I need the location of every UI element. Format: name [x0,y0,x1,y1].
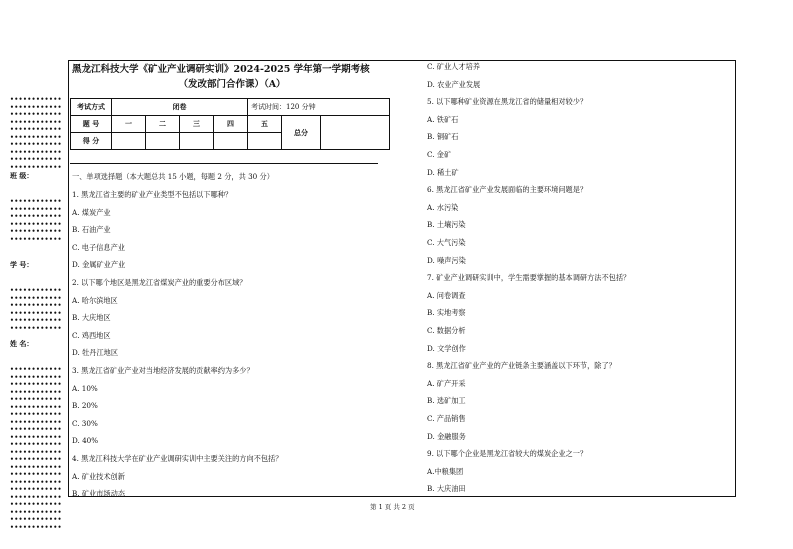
answer-option: D. 金属矿业产业 [72,260,126,270]
binding-dots: •••••••••••• [10,486,63,493]
binding-dots: •••••••••••• [10,433,63,441]
binding-dots: •••••••••••• [10,366,63,373]
binding-dots: •••••••••••• [10,456,63,463]
answer-option: C. 电子信息产业 [72,242,125,252]
answer-option: A. 矿业技术创新 [72,471,125,481]
answer-option: A.中粮集团 [427,466,464,476]
binding-dots: •••••••••••• [10,213,63,220]
question-text: 8. 黑龙江省矿业产业的产业链条主要涵盖以下环节，除了？ [427,361,616,371]
question-text: 5. 以下哪种矿业资源在黑龙江省的储量相对较少？ [427,97,588,107]
binding-dots: •••••••••••• [10,381,63,388]
binding-dots: •••••••••••• [10,163,63,171]
answer-option: D. 40% [72,436,99,446]
col-2: 二 [146,116,180,133]
answer-option: B. 土壤污染 [427,220,466,230]
title-line-1: 黑龙江科技大学《矿业产业调研实训》2024-2025 学年第一学期考核 [72,64,370,75]
binding-dots: •••••••••••• [10,133,63,141]
question-text: 4. 黑龙江科技大学在矿业产业调研实训中主要关注的方向不包括？ [72,454,283,463]
answer-option: B. 石油产业 [72,225,111,235]
answer-option: A. 矿产开采 [427,378,466,388]
score-cell-2 [146,133,180,150]
question-text: 1. 黑龙江省主要的矿业产业类型不包括以下哪种？ [72,190,233,199]
binding-dots: •••••••••••• [10,317,63,324]
page-footer: 第 1 页 共 2 页 [370,503,415,511]
col-3: 三 [180,116,214,133]
binding-dots: •••••••••••• [10,118,63,126]
answer-option: B. 20% [72,401,98,411]
binding-dots: •••••••••••• [10,111,63,118]
binding-dots: •••••••••••• [10,373,63,381]
score-cell-5 [248,133,282,150]
score-table [70,98,390,150]
exam-title [72,62,392,92]
answer-option: A. 铁矿石 [427,114,459,124]
answer-option: C. 金矿 [427,150,452,159]
class-field-label: 班 级： [10,171,34,180]
binding-dots: •••••••••••• [10,471,63,478]
answer-option: B. 选矿加工 [427,396,466,406]
answer-option: D. 文学创作 [427,343,466,353]
question-text: 6. 黑龙江省矿业产业发展面临的主要环境问题是？ [427,185,588,195]
answer-option: A. 问卷调查 [427,290,466,300]
answer-option: D. 农业产业发展 [427,79,481,89]
score-cell-4 [214,133,248,150]
answer-option: D. 稀土矿 [427,167,459,177]
binding-dots: •••••••••••• [10,126,63,133]
score-label: 得 分 [71,133,112,150]
binding-dots: •••••••••••• [10,463,63,471]
name-field-label: 姓 名： [10,339,34,348]
answer-option: B. 铜矿石 [427,132,459,142]
binding-dots: •••••••••••• [10,324,63,332]
answer-option: D. 牡丹江地区 [72,348,119,358]
answer-option: D. 噪声污染 [427,255,466,265]
binding-dots: •••••••••••• [10,148,63,156]
answer-option: B. 大庆油田 [427,484,466,494]
score-cell-1 [112,133,146,150]
question-text: 2. 以下哪个地区是黑龙江省煤炭产业的重要分布区域？ [72,278,247,287]
binding-dots: •••••••••••• [10,441,63,448]
answer-option: B. 大庆地区 [72,313,111,323]
binding-dots: •••••••••••• [10,396,63,403]
binding-dots: •••••••••••• [10,287,63,294]
binding-dots: •••••••••••• [10,501,63,508]
answer-option: C. 数据分析 [427,326,466,335]
binding-dots: •••••••••••• [10,141,63,148]
binding-dots: •••••••••••• [10,403,63,411]
question-text: 9. 以下哪个企业是黑龙江省较大的煤炭企业之一？ [427,449,588,459]
answer-option: D. 金融服务 [427,431,466,441]
binding-dots: •••••••••••• [10,294,63,302]
answer-option: C. 产品销售 [427,414,466,423]
question-text: 7. 矿业产业调研实训中，学生需要掌握的基本调研方法不包括？ [427,273,631,283]
binding-dots: •••••••••••• [10,418,63,426]
binding-dots: •••••••••••• [10,228,63,235]
total-label: 总分 [282,116,321,150]
answer-option: B. 实地考察 [427,308,466,318]
answer-option: C. 矿业人才培养 [427,62,480,71]
score-cell-3 [180,133,214,150]
col-4: 四 [214,116,248,133]
binding-dots: •••••••••••• [10,516,63,523]
answer-option: C. 鸡西地区 [72,330,111,340]
divider [70,163,378,164]
binding-dots: •••••••••••• [10,523,63,531]
title-line-2: （发改部门合作课）（A） [178,79,286,90]
binding-dots: •••••••••••• [10,205,63,213]
question-no-label: 题 号 [71,116,112,133]
answer-option: A. 哈尔滨地区 [72,295,118,305]
answer-option: B. 矿业市场动态 [72,489,125,499]
question-text: 3. 黑龙江省矿业产业对当地经济发展的贡献率约为多少？ [72,366,254,375]
section-heading: 一、单项选择题（本大题总共 15 小题，每题 2 分，共 30 分） [72,172,274,181]
binding-dots: •••••••••••• [10,103,63,111]
binding-dots: •••••••••••• [10,220,63,228]
answer-option: A. 水污染 [427,202,459,212]
exam-time: 考试时间：120 分钟 [248,99,390,116]
col-1: 一 [112,116,146,133]
binding-dots: •••••••••••• [10,309,63,317]
binding-dots: •••••••••••• [10,448,63,456]
answer-option: C. 30% [72,418,98,428]
student-id-field-label: 学 号： [10,260,34,269]
answer-option: A. 10% [72,383,98,393]
binding-dots: •••••••••••• [10,156,63,163]
binding-dots: •••••••••••• [10,198,63,205]
exam-mode: 闭卷 [112,99,248,116]
binding-dots: •••••••••••• [10,478,63,486]
answer-option: C. 大气污染 [427,238,466,247]
answer-option: A. 煤炭产业 [72,207,111,217]
total-score-cell [321,116,390,150]
binding-dots: •••••••••••• [10,302,63,309]
col-5: 五 [248,116,282,133]
binding-dots: •••••••••••• [10,508,63,516]
binding-dots: •••••••••••• [10,493,63,501]
binding-dots: •••••••••••• [10,388,63,396]
binding-dots: •••••••••••• [10,235,63,243]
exam-mode-label: 考试方式 [71,99,112,116]
binding-dots: •••••••••••• [10,411,63,418]
binding-dots: •••••••••••• [10,426,63,433]
binding-dots: •••••••••••• [10,96,63,103]
